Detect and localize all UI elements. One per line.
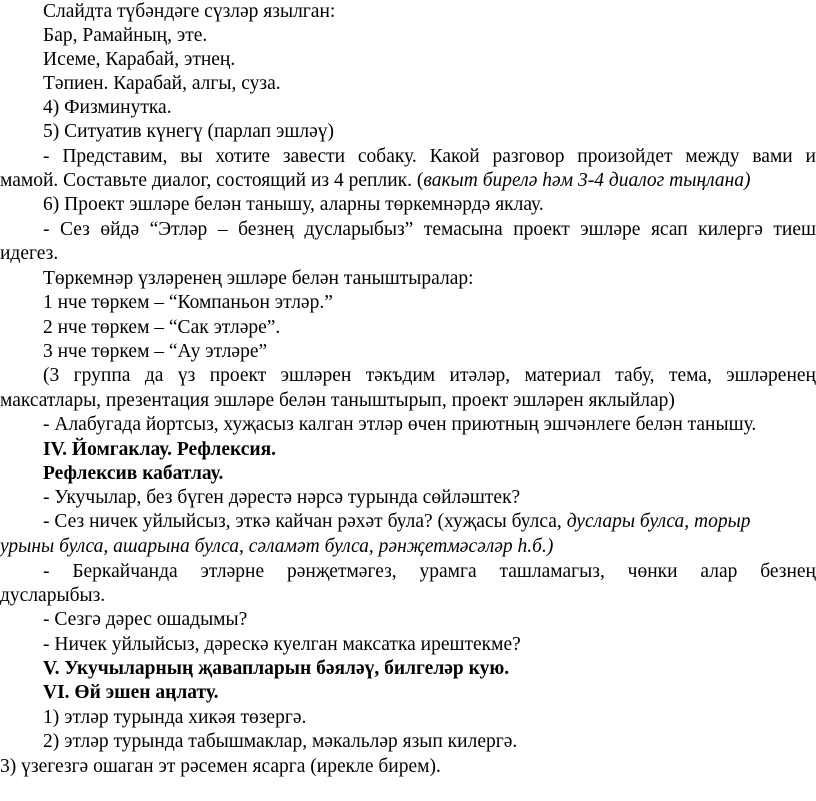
text-line: Тәпиен. Карабай, алгы, суза.: [43, 73, 281, 94]
paragraph-line: - Алабугада йортсыз, хуҗасыз калган этләр өчен приютның эшчәнлеге белән танышу.: [43, 414, 757, 435]
paragraph-line: - Сез өйдә “Этләр – безнең дусларыбыз” темасына проект эшләре ясап килергә тиеш: [43, 219, 816, 240]
list-item: 5) Ситуатив күнегү (парлап эшләү): [43, 121, 334, 142]
italic-note: вакыт бирелә һәм 3-4 диалог тыңлана): [423, 170, 751, 191]
section-heading: V. Укучыларның җавапларын бәяләү, билгеләр кую.: [43, 658, 510, 679]
italic-answer: дуслары булса, торыр: [566, 511, 751, 532]
question-text: - Сез ничек уйлыйсыз, эткә кайчан рәхәт була? (хуҗасы булса,: [43, 511, 567, 532]
section-heading: VI. Өй эшен аңлату.: [43, 682, 219, 703]
list-item: 2) этләр турында табышмаклар, мәкальләр язып килергә.: [43, 731, 518, 752]
paragraph-line: - Представим, вы хотите завести собаку. Какой разговор произойдет между вами и: [43, 146, 816, 167]
paragraph-line: - Беркайчанда этләрне рәнҗетмәгез, урамга ташламагыз, чөнки алар безнең: [43, 561, 816, 582]
paragraph-text: мамой. Составьте диалог, состоящий из 4 реплик. (: [0, 170, 424, 191]
question-line: - Сезгә дәрес ошадымы?: [43, 609, 248, 630]
list-item: 4) Физминутка.: [43, 97, 172, 118]
section-heading: Рефлексив кабатлау.: [43, 463, 224, 484]
question-line: [0, 510, 816, 534]
question-line: - Укучылар, без бүген дәрестә нәрсә турында сөйләштек?: [43, 487, 521, 508]
list-item: 6) Проект эшләре белән танышу, аларны төркемнәрдә яклау.: [43, 194, 544, 215]
paragraph-line: максатлары, презентация эшләре белән таныштырып, проект эшләрен яклыйлар): [0, 390, 675, 411]
list-item: 3 нче төркем – “Ау этләре”: [43, 341, 268, 362]
paragraph-line: идегез.: [0, 243, 59, 264]
italic-answer: урыны булса, ашарына булса, сәламәт булса, рәнҗетмәсәләр һ.б.): [0, 536, 554, 557]
text-line: Исеме, Карабай, этнең.: [43, 49, 236, 70]
list-item: 3) үзегезгә ошаган эт рәсемен ясарга (ирекле бирем).: [0, 756, 441, 777]
list-item: 1 нче төркем – “Компаньон этләр.”: [43, 292, 333, 313]
text-line: Слайдта түбәндәге сүзләр язылган:: [43, 1, 336, 22]
question-line: - Ничек уйлыйсыз, дәрескә куелган максатка ирештекме?: [43, 634, 521, 655]
paragraph-line: [0, 169, 816, 193]
list-item: 2 нче төркем – “Сак этләре”.: [43, 317, 281, 338]
text-line: Төркемнәр үзләренең эшләре белән таныштыралар:: [43, 268, 474, 289]
section-heading: IV. Йомгаклау. Рефлексия.: [43, 439, 277, 460]
list-item: 1) этләр турында хикәя төзергә.: [43, 707, 307, 728]
text-line: Бар, Рамайның, эте.: [43, 25, 208, 46]
paragraph-line: (3 группа да үз проект эшләрен тәкъдим итәләр, материал табу, тема, эшләренең: [43, 365, 816, 386]
paragraph-line: дусларыбыз.: [0, 585, 106, 606]
